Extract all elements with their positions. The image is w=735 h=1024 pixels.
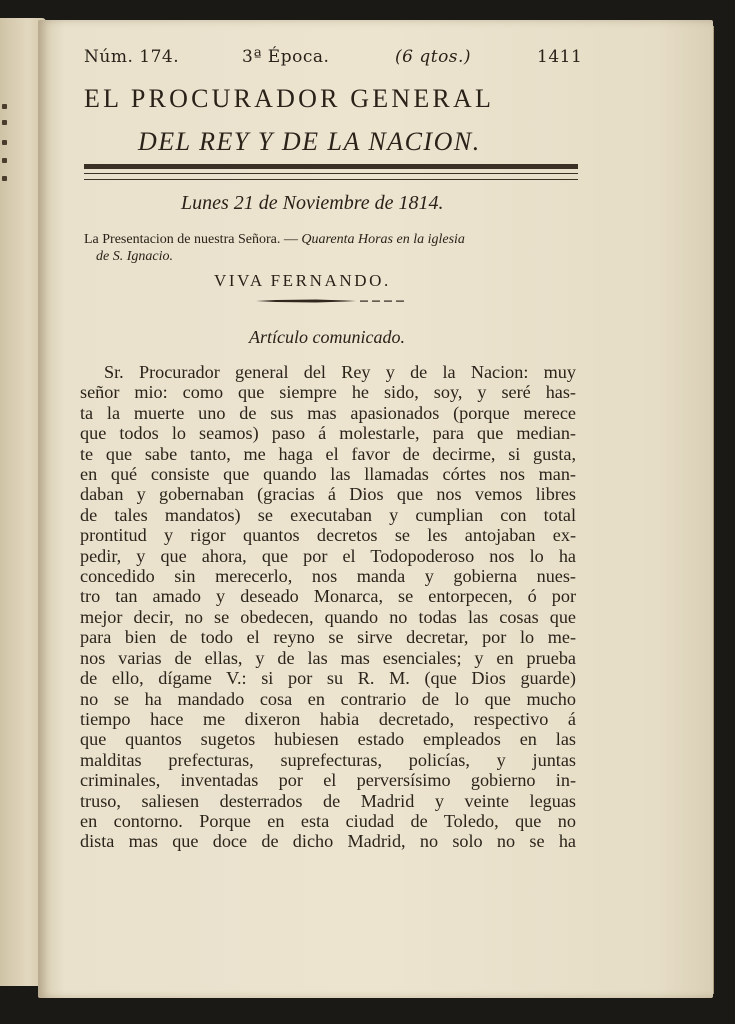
article-line: para bien de todo el reyno se sirve decretar, por lo me- — [80, 627, 576, 648]
feast-line-continued: de S. Ignacio. — [96, 249, 173, 264]
article-line: dista mas que doce de dicho Madrid, no solo no se ha — [80, 831, 576, 852]
article-line: te que sabe tanto, me haga el favor de decirme, si gusta, — [80, 443, 576, 464]
facing-page-mark — [2, 176, 7, 181]
article-body — [80, 362, 576, 852]
facing-page-mark — [2, 158, 7, 163]
article-line: nos varias de ellas, y de las mas esenciales; y en prueba — [80, 647, 576, 668]
feast-text-italic: Quarenta Horas en la iglesia — [301, 232, 465, 247]
page-number: 1411 — [537, 47, 583, 67]
ornamental-divider — [256, 298, 406, 304]
article-line: mejor decir, no se obedecen, quando no todas las cosas que — [80, 606, 576, 627]
masthead-title-line2: DEL REY Y DE LA NACION. — [138, 127, 481, 156]
article-line: criminales, inventadas por el perversísimo gobierno in- — [80, 770, 576, 791]
article-line: concedido sin merecerlo, nos manda y gobierna nues- — [80, 566, 576, 587]
issue-date: Lunes 21 de Noviembre de 1814. — [181, 192, 444, 214]
article-line: truso, saliesen desterrados de Madrid y veinte leguas — [80, 790, 576, 811]
motto: VIVA FERNANDO. — [214, 271, 391, 290]
masthead-title-line1: EL PROCURADOR GENERAL — [84, 84, 495, 113]
facing-page-mark — [2, 140, 7, 145]
facing-page-mark — [2, 104, 7, 109]
facing-page-mark — [2, 120, 7, 125]
article-line: pedir, y que ahora, que por el Todopoderoso nos lo ha — [80, 545, 576, 566]
article-line: ta la muerte uno de sus mas apasionados (porque merece — [80, 402, 576, 423]
article-line: que todos lo seamos) paso á molestarle, para que median- — [80, 423, 576, 444]
article-line: tiempo hace me dixeron habia decretado, respectivo á — [80, 708, 576, 729]
masthead-thick-rule — [84, 164, 578, 169]
feast-text: La Presentacion de nuestra Señora. — — [84, 232, 302, 247]
masthead-thin-rule — [84, 173, 578, 174]
article-line: malditas prefecturas, suprefecturas, policías, y juntas — [80, 749, 576, 770]
article-title: Artículo comunicado. — [249, 327, 405, 347]
article-line: Sr. Procurador general del Rey y de la Nacion: muy — [104, 362, 576, 382]
article-line: prontitud y rigor quantos decretos se les antojaban ex- — [80, 525, 576, 546]
article-line: señor mio: como que siempre he sido, soy, y seré has- — [80, 382, 576, 403]
masthead-thin-rule — [84, 179, 578, 180]
article-line: de tales mandatos) se executaban y cumplian con total — [80, 504, 576, 525]
article-line: en contorno. Porque en esta ciudad de Toledo, que no — [80, 810, 576, 831]
article-line: que quantos sugetos hubiesen estado empleados en las — [80, 729, 576, 750]
article-line: tro tan amado y deseado Monarca, se entorpecen, ó por — [80, 586, 576, 607]
epoch-label: 3ª Época. — [242, 47, 330, 67]
article-line: de ello, dígame V.: si por su R. M. (que Dios guarde) — [80, 668, 576, 689]
article-line: en qué consiste que quando las llamadas córtes nos man- — [80, 464, 576, 485]
feast-line — [84, 232, 465, 248]
quarto-note: (6 qtos.) — [395, 47, 472, 67]
article-line: daban y gobernaban (gracias á Dios que nos vemos libres — [80, 484, 576, 505]
article-line: no se ha mandado cosa en contrario de lo que mucho — [80, 688, 576, 709]
issue-number: Núm. 174. — [84, 47, 180, 67]
